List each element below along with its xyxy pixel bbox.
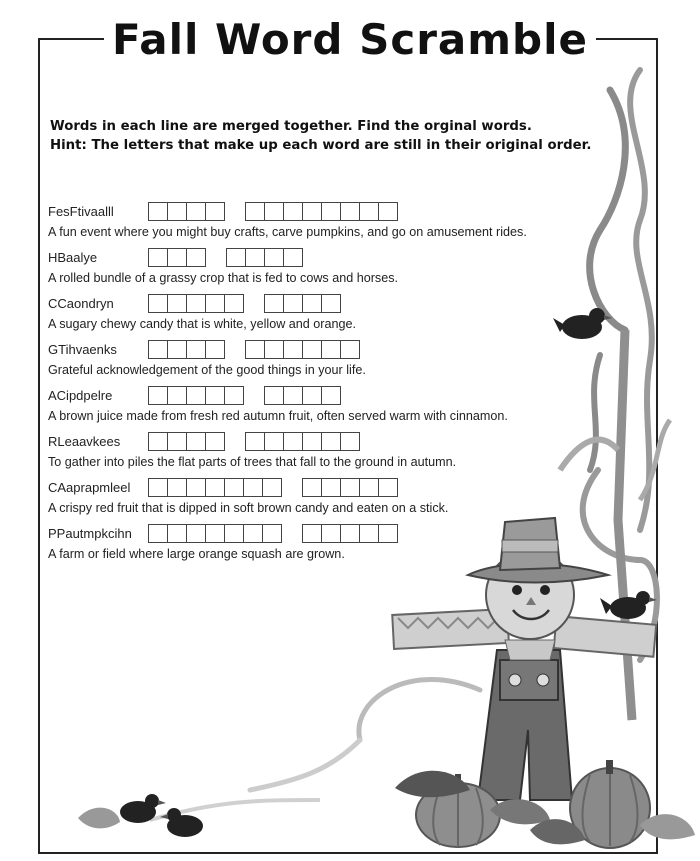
scrambled-word: CAaprapmleel (48, 479, 131, 495)
puzzle-item (48, 247, 608, 285)
scrambled-word: HBaalye (48, 249, 98, 265)
clue-text: A brown juice made from fresh red autumn fruit, often served warm with cinnamon. (48, 409, 508, 423)
scrambled-word: ACipdpelre (48, 387, 113, 403)
crow-icon (600, 591, 657, 619)
answer-boxes[interactable] (148, 294, 243, 313)
clue-text: Grateful acknowledgement of the good things in your life. (48, 363, 366, 377)
answer-boxes[interactable] (148, 432, 224, 451)
clue-text: To gather into piles the flat parts of trees that fall to the ground in autumn. (48, 455, 457, 469)
answer-boxes[interactable] (302, 524, 397, 543)
answer-boxes[interactable] (148, 386, 243, 405)
answer-boxes[interactable] (148, 524, 281, 543)
answer-boxes[interactable] (226, 248, 302, 267)
instruction-line: Words in each line are merged together. Find the orginal words. (50, 119, 532, 134)
clue-text: A sugary chewy candy that is white, yellow and orange. (48, 317, 357, 331)
scrambled-word: CCaondryn (48, 295, 114, 311)
page-title: Fall Word Scramble (104, 12, 596, 68)
puzzle-item (48, 339, 608, 377)
scrambled-word: RLeaavkees (48, 433, 121, 449)
answer-boxes[interactable] (245, 340, 359, 359)
answer-boxes[interactable] (148, 202, 224, 221)
answer-boxes[interactable] (245, 432, 359, 451)
clue-text: A fun event where you might buy crafts, carve pumpkins, and go on amusement rides. (48, 225, 527, 239)
answer-boxes[interactable] (264, 294, 340, 313)
clue-text: A farm or field where large orange squash are grown. (48, 547, 345, 561)
answer-boxes[interactable] (264, 386, 340, 405)
puzzle-item (48, 477, 608, 515)
clue-text: A rolled bundle of a grassy crop that is fed to cows and horses. (48, 271, 399, 285)
puzzle-item (48, 293, 608, 331)
puzzle-item (48, 523, 608, 561)
answer-boxes[interactable] (302, 478, 397, 497)
answer-boxes[interactable] (148, 478, 281, 497)
scrambled-word: GTihvaenks (48, 341, 117, 357)
answer-boxes[interactable] (148, 248, 205, 267)
clue-text: A crispy red fruit that is dipped in soft brown candy and eaten on a stick. (48, 501, 449, 515)
puzzle-item (48, 431, 608, 469)
puzzle-item (48, 201, 608, 239)
answer-boxes[interactable] (148, 340, 224, 359)
scrambled-word: PPautmpkcihn (48, 525, 132, 541)
scrambled-word: FesFtivaalll (48, 203, 114, 219)
answer-boxes[interactable] (245, 202, 397, 221)
puzzle-item (48, 385, 608, 423)
hint-line: Hint: The letters that make up each word are still in their original order. (50, 138, 592, 153)
